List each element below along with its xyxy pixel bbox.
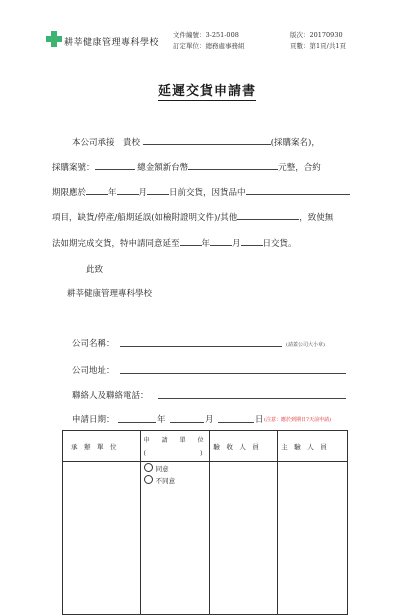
case-number-blank[interactable]: [95, 160, 135, 170]
inspector-sign-cell[interactable]: [210, 462, 278, 615]
col-chief-inspector: [278, 431, 348, 462]
total-amount-label: 總金額新台幣: [137, 163, 189, 173]
contact-line[interactable]: [158, 398, 346, 399]
extension-day-blank[interactable]: [241, 236, 263, 246]
col-handling-unit-label: 承 辦 單 位: [71, 443, 117, 451]
document-title: 延遲交貨申請書: [158, 80, 256, 101]
goods-item-blank[interactable]: [246, 185, 350, 195]
company-seal-note: (請蓋公司大小章): [286, 342, 325, 348]
contact-label: 聯絡人及聯絡電話：: [72, 391, 149, 401]
apply-day-unit: 日: [255, 415, 264, 425]
col-applying-unit-paren: ( ): [143, 450, 203, 457]
deadline-year-unit: 年: [108, 188, 117, 198]
header-school-name: 耕莘健康管理專科學校: [64, 38, 160, 48]
body-line-2: [52, 160, 321, 173]
deadline-label: 期限應於: [52, 188, 87, 198]
body-line-5: [52, 236, 297, 249]
header-version: 版次：20170930: [290, 31, 343, 39]
applying-unit-sign-cell: [140, 462, 210, 615]
body-line-1: [72, 135, 320, 148]
chief-inspector-sign-cell[interactable]: [278, 462, 348, 615]
deadline-day-text: 日前交貨，因貨品中: [169, 188, 246, 198]
reason-suffix: ，致使無: [299, 213, 334, 223]
extension-year-unit: 年: [201, 239, 211, 249]
total-amount-blank[interactable]: [188, 160, 278, 170]
company-address-line[interactable]: [120, 373, 346, 374]
apply-month-line[interactable]: [170, 422, 204, 423]
col-handling-unit: [63, 431, 141, 462]
project-name-suffix: (採購案名)，: [270, 138, 320, 148]
option-disagree-label: 不同意: [155, 477, 176, 485]
reason-text: 項目，缺貨/停產/船期延誤(如檢附證明文件)/其他: [52, 213, 238, 223]
col-applying-unit-label: 申 請 單 位: [143, 437, 204, 444]
apply-year-unit: 年: [157, 415, 166, 425]
deadline-month-blank[interactable]: [117, 185, 139, 195]
salutation: 此致: [86, 265, 104, 275]
school-logo-cross-icon: [46, 31, 62, 47]
col-inspector-label: 驗 收 人 員: [213, 443, 259, 451]
recipient-school: 耕莘健康管理專科學校: [67, 289, 153, 299]
company-name-line[interactable]: [120, 346, 282, 347]
col-chief-inspector-label: 主 驗 人 員: [281, 443, 327, 451]
apply-date-label: 申請日期：: [72, 415, 115, 425]
option-disagree[interactable]: [144, 475, 176, 485]
col-applying-unit: [140, 431, 210, 462]
body-line-4: [52, 210, 333, 223]
header-doc-number: 文件編號：3-251-008: [173, 31, 239, 39]
extension-month-unit: 月: [232, 239, 241, 249]
col-inspector: [210, 431, 278, 462]
deadline-year-blank[interactable]: [86, 185, 108, 195]
option-agree[interactable]: [144, 463, 169, 473]
approval-table: [62, 430, 348, 615]
case-number-label: 採購案號：: [52, 163, 95, 173]
apply-day-line[interactable]: [218, 422, 254, 423]
apply-year-line[interactable]: [118, 422, 156, 423]
radio-circle-icon: [144, 463, 153, 472]
option-agree-label: 同意: [155, 465, 169, 473]
total-amount-suffix: 元整，合約: [278, 163, 321, 173]
handling-unit-sign-cell[interactable]: [63, 462, 141, 615]
extension-month-blank[interactable]: [210, 236, 232, 246]
company-address-label: 公司地址：: [72, 366, 115, 376]
header-pages: 頁數：第1頁/共1頁: [290, 42, 346, 50]
radio-circle-icon: [144, 475, 153, 484]
project-name-blank[interactable]: [143, 135, 271, 145]
deadline-day-blank[interactable]: [147, 185, 169, 195]
company-name-label: 公司名稱：: [72, 339, 115, 349]
extension-text: 法如期完成交貨，特申請同意延至: [52, 239, 180, 249]
intro-text: 本公司承接 貴校: [72, 138, 141, 148]
other-reason-blank[interactable]: [237, 210, 299, 220]
body-line-3: [52, 185, 350, 198]
deadline-month-unit: 月: [138, 188, 148, 198]
apply-month-unit: 月: [205, 415, 214, 425]
apply-deadline-note: (注意：應於到期日7天前申請): [264, 417, 332, 423]
header-unit: 訂定單位：總務處事務組: [173, 42, 245, 50]
extension-year-blank[interactable]: [180, 236, 202, 246]
extension-day-unit: 日交貨。: [262, 239, 297, 249]
